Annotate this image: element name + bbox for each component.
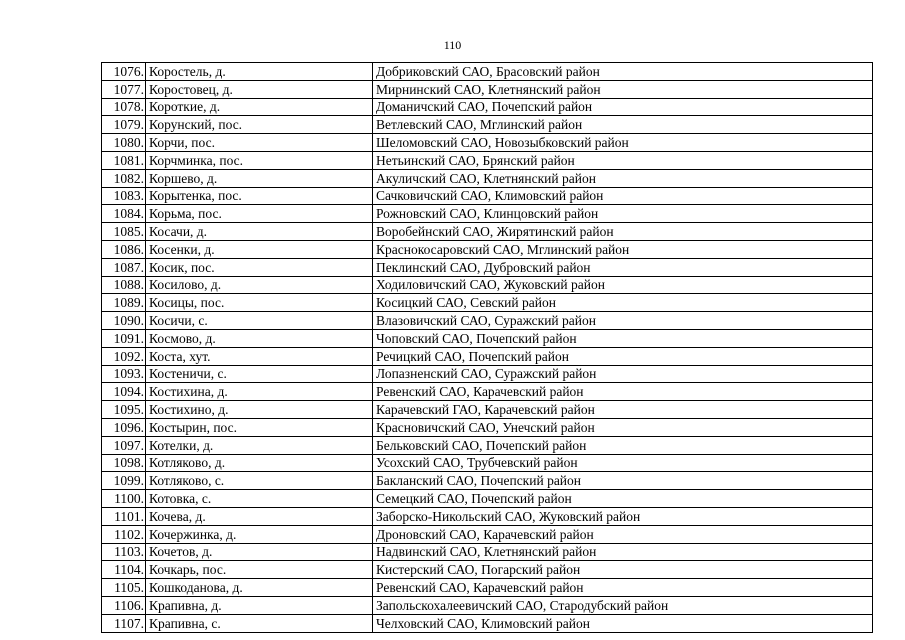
administrative-area: Ходиловичский САО, Жуковский район [373, 276, 873, 294]
settlement-name: Котляково, с. [146, 472, 373, 490]
row-number: 1095. [102, 401, 146, 419]
row-number: 1100. [102, 490, 146, 508]
administrative-area: Семецкий САО, Почепский район [373, 490, 873, 508]
row-number: 1107. [102, 614, 146, 632]
administrative-area: Шеломовский САО, Новозыбковский район [373, 134, 873, 152]
settlement-name: Котелки, д. [146, 436, 373, 454]
table-row [102, 436, 873, 454]
table-row [102, 579, 873, 597]
settlement-name: Косичи, с. [146, 312, 373, 330]
table-row [102, 294, 873, 312]
table-body [102, 63, 873, 633]
row-number: 1106. [102, 596, 146, 614]
settlement-name: Крапивна, с. [146, 614, 373, 632]
administrative-area: Краснокосаровский САО, Мглинский район [373, 240, 873, 258]
table-row [102, 383, 873, 401]
row-number: 1103. [102, 543, 146, 561]
table-row [102, 614, 873, 632]
administrative-area: Ревенский САО, Карачевский район [373, 383, 873, 401]
administrative-area: Нетьинский САО, Брянский район [373, 151, 873, 169]
table-row [102, 134, 873, 152]
table-row [102, 187, 873, 205]
table-row [102, 561, 873, 579]
row-number: 1086. [102, 240, 146, 258]
row-number: 1102. [102, 525, 146, 543]
table-row [102, 543, 873, 561]
settlement-name: Костихино, д. [146, 401, 373, 419]
administrative-area: Ветлевский САО, Мглинский район [373, 116, 873, 134]
table-row [102, 525, 873, 543]
row-number: 1105. [102, 579, 146, 597]
table-row [102, 365, 873, 383]
row-number: 1096. [102, 418, 146, 436]
settlement-name: Корытенка, пос. [146, 187, 373, 205]
row-number: 1087. [102, 258, 146, 276]
table-row [102, 223, 873, 241]
administrative-area: Рожновский САО, Клинцовский район [373, 205, 873, 223]
settlement-name: Коростовец, д. [146, 80, 373, 98]
administrative-area: Воробейнский САО, Жирятинский район [373, 223, 873, 241]
settlement-name: Корьма, пос. [146, 205, 373, 223]
administrative-area: Косицкий САО, Севский район [373, 294, 873, 312]
settlement-name: Коростель, д. [146, 63, 373, 81]
row-number: 1085. [102, 223, 146, 241]
table-row [102, 401, 873, 419]
table-row [102, 80, 873, 98]
settlement-name: Косенки, д. [146, 240, 373, 258]
settlement-name: Кочетов, д. [146, 543, 373, 561]
administrative-area: Речицкий САО, Почепский район [373, 347, 873, 365]
table-row [102, 454, 873, 472]
administrative-area: Дроновский САО, Карачевский район [373, 525, 873, 543]
table-row [102, 240, 873, 258]
settlement-name: Коста, хут. [146, 347, 373, 365]
table-row [102, 205, 873, 223]
row-number: 1093. [102, 365, 146, 383]
administrative-area: Усохский САО, Трубчевский район [373, 454, 873, 472]
row-number: 1088. [102, 276, 146, 294]
administrative-area: Кистерский САО, Погарский район [373, 561, 873, 579]
table-row [102, 258, 873, 276]
row-number: 1081. [102, 151, 146, 169]
settlement-name: Костырин, пос. [146, 418, 373, 436]
row-number: 1083. [102, 187, 146, 205]
administrative-area: Чоповский САО, Почепский район [373, 329, 873, 347]
administrative-area: Лопазненский САО, Суражский район [373, 365, 873, 383]
table-row [102, 596, 873, 614]
row-number: 1080. [102, 134, 146, 152]
settlement-name: Котляково, д. [146, 454, 373, 472]
table-row [102, 472, 873, 490]
row-number: 1104. [102, 561, 146, 579]
table-row [102, 312, 873, 330]
settlement-name: Короткие, д. [146, 98, 373, 116]
administrative-area: Добриковский САО, Брасовский район [373, 63, 873, 81]
administrative-area: Заборско-Никольский САО, Жуковский район [373, 507, 873, 525]
settlement-name: Костихина, д. [146, 383, 373, 401]
administrative-area: Доманичский САО, Почепский район [373, 98, 873, 116]
row-number: 1077. [102, 80, 146, 98]
administrative-area: Мирнинский САО, Клетнянский район [373, 80, 873, 98]
row-number: 1101. [102, 507, 146, 525]
table-row [102, 418, 873, 436]
row-number: 1098. [102, 454, 146, 472]
row-number: 1097. [102, 436, 146, 454]
settlement-name: Котовка, с. [146, 490, 373, 508]
settlement-name: Коршево, д. [146, 169, 373, 187]
settlement-name: Корчминка, пос. [146, 151, 373, 169]
table-row [102, 151, 873, 169]
administrative-area: Влазовичский САО, Суражский район [373, 312, 873, 330]
table-row [102, 169, 873, 187]
table-row [102, 63, 873, 81]
row-number: 1094. [102, 383, 146, 401]
settlement-name: Кочержинка, д. [146, 525, 373, 543]
administrative-area: Бельковский САО, Почепский район [373, 436, 873, 454]
table-row [102, 116, 873, 134]
row-number: 1090. [102, 312, 146, 330]
table-row [102, 507, 873, 525]
administrative-area: Красновичский САО, Унечский район [373, 418, 873, 436]
administrative-area: Запольскохалеевичский САО, Стародубский район [373, 596, 873, 614]
settlement-name: Космово, д. [146, 329, 373, 347]
row-number: 1076. [102, 63, 146, 81]
settlement-name: Косачи, д. [146, 223, 373, 241]
settlement-name: Кошкоданова, д. [146, 579, 373, 597]
table-row [102, 276, 873, 294]
settlement-name: Косицы, пос. [146, 294, 373, 312]
row-number: 1091. [102, 329, 146, 347]
settlement-name: Косилово, д. [146, 276, 373, 294]
administrative-area: Бакланский САО, Почепский район [373, 472, 873, 490]
settlement-name: Корунский, пос. [146, 116, 373, 134]
row-number: 1079. [102, 116, 146, 134]
administrative-area: Челховский САО, Климовский район [373, 614, 873, 632]
table-row [102, 490, 873, 508]
table-row [102, 98, 873, 116]
row-number: 1092. [102, 347, 146, 365]
settlement-name: Корчи, пос. [146, 134, 373, 152]
table-row [102, 329, 873, 347]
settlement-name: Костеничи, с. [146, 365, 373, 383]
settlements-table [101, 62, 873, 633]
table-row [102, 347, 873, 365]
settlement-name: Кочкарь, пос. [146, 561, 373, 579]
row-number: 1082. [102, 169, 146, 187]
administrative-area: Надвинский САО, Клетнянский район [373, 543, 873, 561]
row-number: 1078. [102, 98, 146, 116]
row-number: 1089. [102, 294, 146, 312]
row-number: 1099. [102, 472, 146, 490]
settlement-name: Кочева, д. [146, 507, 373, 525]
administrative-area: Карачевский ГАО, Карачевский район [373, 401, 873, 419]
administrative-area: Ревенский САО, Карачевский район [373, 579, 873, 597]
settlement-name: Косик, пос. [146, 258, 373, 276]
administrative-area: Сачковичский САО, Климовский район [373, 187, 873, 205]
page-number: 110 [443, 38, 462, 52]
settlement-name: Крапивна, д. [146, 596, 373, 614]
administrative-area: Акуличский САО, Клетнянский район [373, 169, 873, 187]
administrative-area: Пеклинский САО, Дубровский район [373, 258, 873, 276]
row-number: 1084. [102, 205, 146, 223]
